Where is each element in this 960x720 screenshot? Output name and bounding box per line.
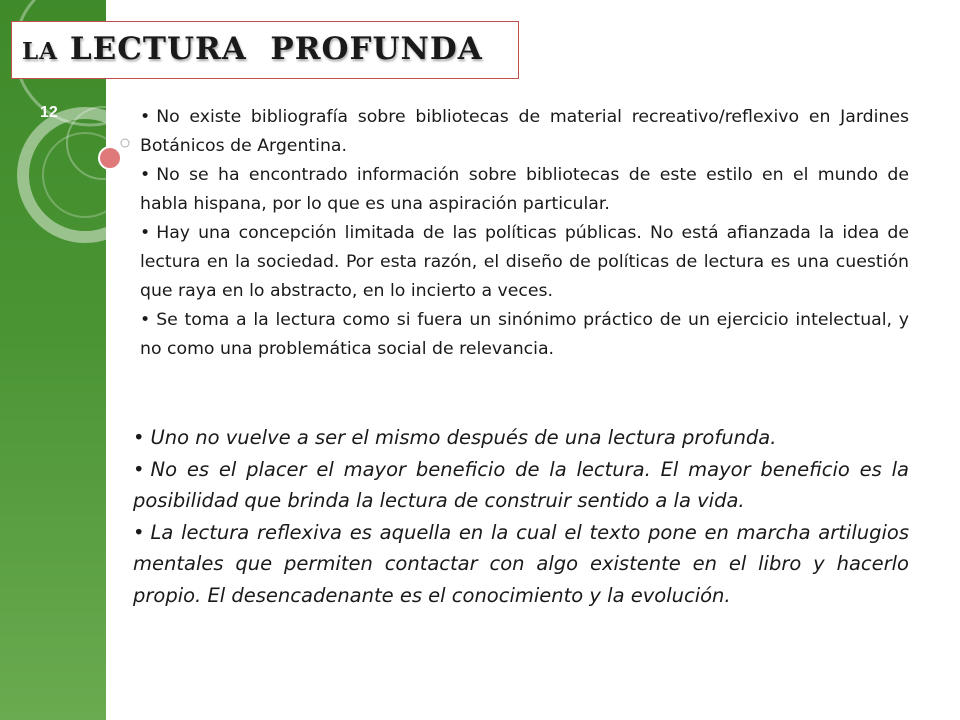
bullet-icon: • <box>133 457 145 481</box>
bullet-text: Uno no vuelve a ser el mismo después de una lectura profunda. <box>150 426 777 449</box>
list-item <box>140 306 909 364</box>
bullet-icon: • <box>140 310 151 330</box>
top-bullet-list <box>140 103 909 364</box>
small-dot-icon <box>121 139 129 147</box>
bullet-icon: • <box>140 107 151 127</box>
slide-title <box>22 31 483 67</box>
bullet-text: No se ha encontrado información sobre bibliotecas de este estilo en el mundo de habla hispana, por lo que es una aspiración particular. <box>140 165 909 214</box>
bullet-icon: • <box>140 223 151 243</box>
slide-number: 12 <box>40 104 58 121</box>
bottom-bullet-list <box>133 422 909 611</box>
bullet-text: La lectura reflexiva es aquella en la cual el texto pone en marcha artilugios mentales que permiten contactar con algo existente en el libro y hacerlo propio. El desencadenante es el conocimiento y la evolución. <box>133 520 909 607</box>
bullet-text: Hay una concepción limitada de las políticas públicas. No está afianzada la idea de lectura en la sociedad. Por esta razón, el diseño de políticas de lectura es una cuestión que raya en lo abstracto, en lo incierto a veces. <box>140 223 909 301</box>
bullet-text: No es el placer el mayor beneficio de la lectura. El mayor beneficio es la posibilidad que brinda la lectura de construir sentido a la vida. <box>133 457 909 512</box>
list-item <box>133 517 909 612</box>
list-item <box>140 103 909 161</box>
list-item <box>140 219 909 306</box>
bullet-icon: • <box>133 520 145 544</box>
bullet-text: No existe bibliografía sobre bibliotecas de material recreativo/reflexivo en Jardines Botánicos de Argentina. <box>140 107 909 156</box>
bullet-icon: • <box>133 426 145 449</box>
bullet-icon: • <box>140 165 151 185</box>
title-prefix: LA <box>22 38 59 65</box>
title-main: LECTURA PROFUNDA <box>69 31 483 67</box>
list-item <box>133 454 909 517</box>
list-item <box>133 422 909 454</box>
bullet-text: Se toma a la lectura como si fuera un sinónimo práctico de un ejercicio intelectual, y no como una problemática social de relevancia. <box>140 310 909 359</box>
list-item <box>140 161 909 219</box>
accent-dot-icon <box>99 147 121 169</box>
